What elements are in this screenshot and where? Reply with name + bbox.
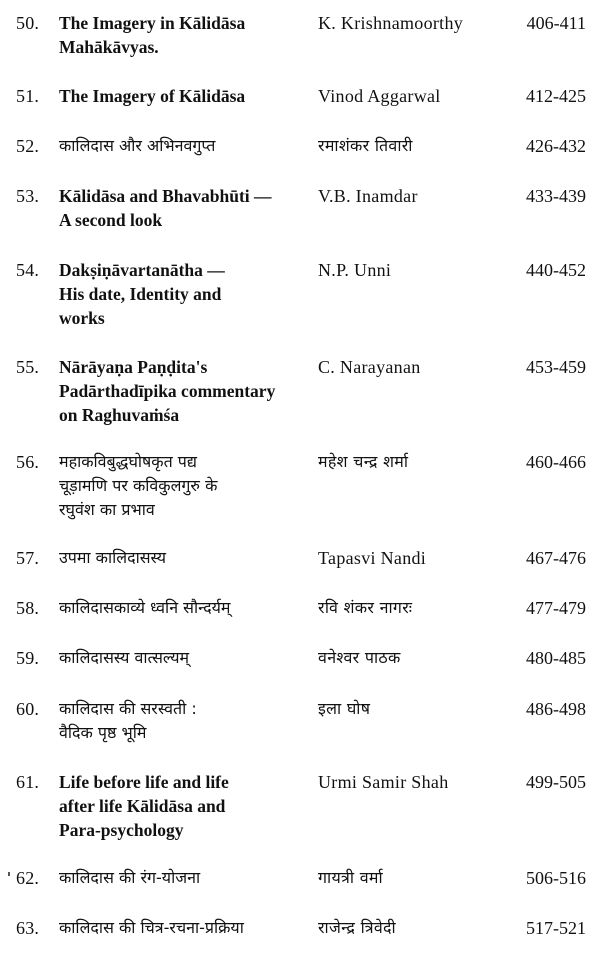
entry-title: Nārāyaṇa Paṇḍita's Padārthadīpika commentary on Raghuvaṁśa <box>59 357 276 425</box>
entry-pages: 440-452 <box>526 260 586 280</box>
entry-pages: 426-432 <box>526 136 586 156</box>
entry-title: The Imagery in Kālidāsa Mahākāvyas. <box>59 13 246 57</box>
entry-number: 60. <box>16 699 40 719</box>
entry-pages: 486-498 <box>526 699 586 719</box>
entry-title: Life before life and life after life Kālidāsa and Para-psychology <box>59 772 229 840</box>
entry-author: Urmi Samir Shah <box>318 772 449 792</box>
entry-author: K. Krishnamoorthy <box>318 13 464 33</box>
entry-title: The Imagery of Kālidāsa <box>59 86 246 106</box>
entry-title: Dakṣiṇāvartanātha — His date, Identity and works <box>59 260 225 328</box>
entry-number: 59. <box>16 648 40 668</box>
entry-pages: 460-466 <box>526 452 586 472</box>
entry-pages: 467-476 <box>526 548 586 568</box>
scan-speck <box>8 872 10 876</box>
entry-title: कालिदास और अभिनवगुप्त <box>59 136 216 155</box>
entry-author: C. Narayanan <box>318 357 421 377</box>
entry-number: 50. <box>16 13 40 33</box>
entry-number: 63. <box>16 918 40 938</box>
entry-author: रमाशंकर तिवारी <box>318 136 413 155</box>
entry-pages: 506-516 <box>526 868 586 888</box>
entry-title: महाकविबुद्धघोषकृत पद्य चूड़ामणि पर कविकुलगुरु के रघुवंश का प्रभाव <box>59 452 218 519</box>
entry-author: महेश चन्द्र शर्मा <box>318 452 409 471</box>
entry-number: 61. <box>16 772 40 792</box>
entry-author: गायत्री वर्मा <box>318 868 383 887</box>
entry-number: 62. <box>16 868 40 888</box>
entry-number: 55. <box>16 357 40 377</box>
entry-title: Kālidāsa and Bhavabhūti — A second look <box>59 186 272 230</box>
entry-author: Tapasvi Nandi <box>318 548 427 568</box>
entry-title: कालिदास की रंग-योजना <box>59 868 201 887</box>
entry-author: N.P. Unni <box>318 260 392 280</box>
entry-author: राजेन्द्र त्रिवेदी <box>318 918 396 937</box>
entry-title: कालिदासस्य वात्सल्यम् <box>59 648 190 667</box>
entry-number: 58. <box>16 598 40 618</box>
entry-pages: 499-505 <box>526 772 586 792</box>
entry-number: 52. <box>16 136 40 156</box>
entry-pages: 517-521 <box>526 918 586 938</box>
entry-number: 54. <box>16 260 40 280</box>
entry-title: कालिदासकाव्ये ध्वनि सौन्दर्यम् <box>59 598 231 617</box>
entry-pages: 433-439 <box>526 186 586 206</box>
entry-number: 57. <box>16 548 40 568</box>
entry-author: वनेश्वर पाठक <box>318 648 401 667</box>
entry-author: Vinod Aggarwal <box>318 86 441 106</box>
entry-author: V.B. Inamdar <box>318 186 418 206</box>
entry-pages: 406-411 <box>526 13 586 33</box>
entry-number: 56. <box>16 452 40 472</box>
entry-pages: 480-485 <box>526 648 586 668</box>
entry-author: रवि शंकर नागरः <box>318 598 413 617</box>
entry-title: कालिदास की सरस्वती : वैदिक पृष्ठ भूमि <box>59 699 197 742</box>
entry-number: 51. <box>16 86 40 106</box>
entry-pages: 453-459 <box>526 357 586 377</box>
entry-title: उपमा कालिदासस्य <box>59 548 167 567</box>
entry-pages: 412-425 <box>526 86 586 106</box>
entry-pages: 477-479 <box>526 598 586 618</box>
entry-author: इला घोष <box>318 699 371 718</box>
entry-number: 53. <box>16 186 40 206</box>
entry-title: कालिदास की चित्र-रचना-प्रक्रिया <box>59 918 244 937</box>
